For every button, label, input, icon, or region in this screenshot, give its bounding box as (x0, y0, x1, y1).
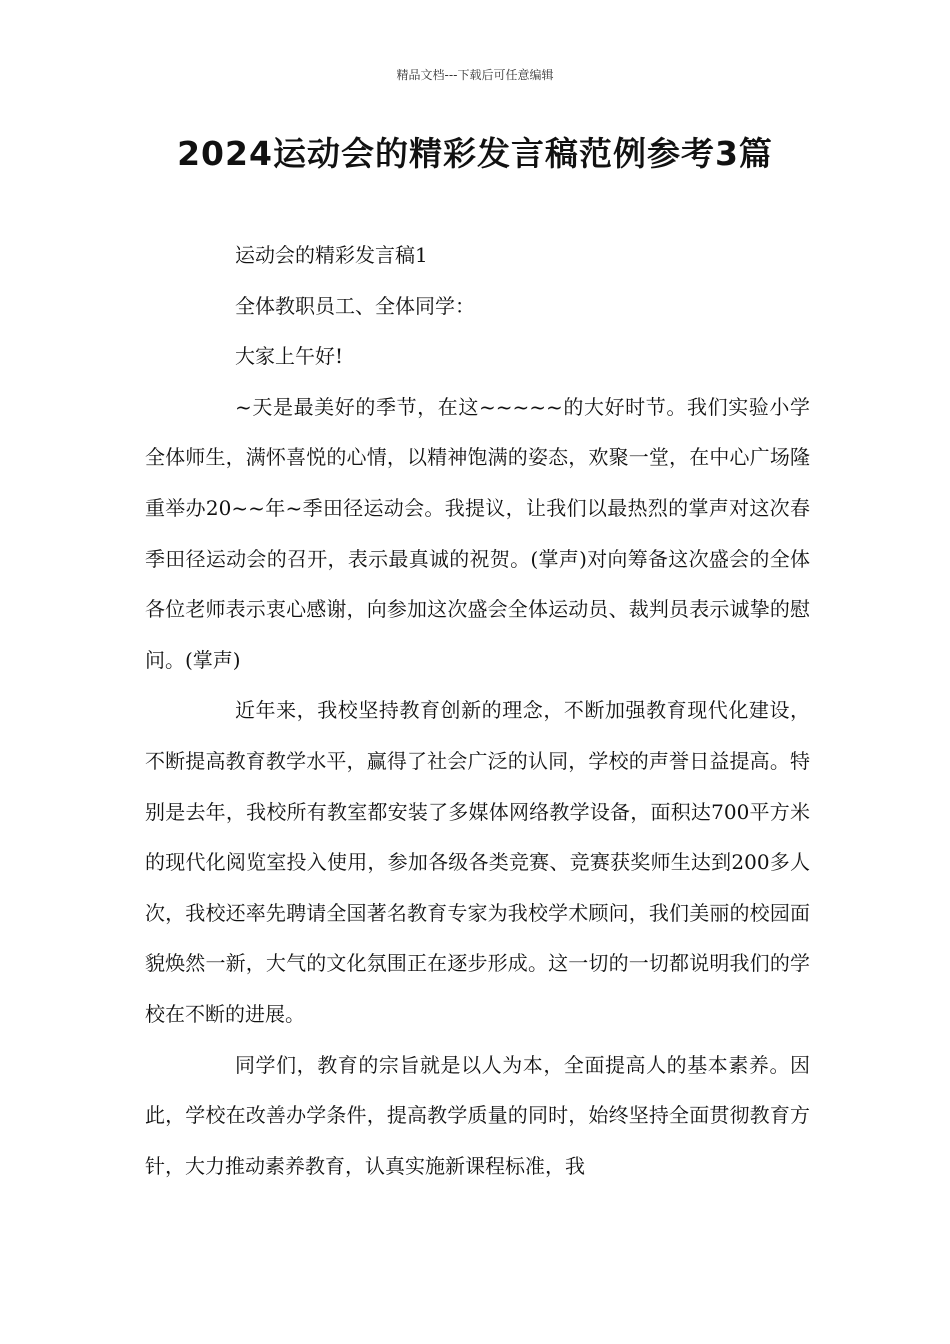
greeting: 大家上午好! (235, 344, 344, 369)
document-body (145, 230, 810, 1191)
running-header: 精品文档---下载后可任意编辑 (396, 68, 554, 82)
section-heading: 运动会的精彩发言稿1 (235, 243, 428, 267)
body-paragraph: ~天是最美好的季节，在这~~~~~的大好时节。我们实验小学全体师生，满怀喜悦的心情，以精神饱满的姿态，欢聚一堂，在中心广场隆重举办20~~年~季田径运动会。我提议，让我们以最热烈的掌声对这次春季田径运动会的召开，表示最真诚的祝贺。(掌声)对向筹备这次盛会的全体各位老师表示衷心感谢，向参加这次盛会全体运动员、裁判员表示诚挚的慰问。(掌声) (145, 394, 810, 672)
document-title: 2024运动会的精彩发言稿范例参考3篇 (177, 134, 773, 173)
salutation: 全体教职员工、全体同学： (235, 293, 475, 318)
body-paragraph: 同学们，教育的宗旨就是以人为本，全面提高人的基本素养。因此，学校在改善办学条件，提高教学质量的同时，始终坚持全面贯彻教育方针，大力推动素养教育，认真实施新课程标准，我 (145, 1052, 810, 1178)
body-paragraph: 近年来，我校坚持教育创新的理念，不断加强教育现代化建设，不断提高教育教学水平，赢得了社会广泛的认同，学校的声誉日益提高。特别是去年，我校所有教室都安装了多媒体网络教学设备，面积达700平方米的现代化阅览室投入使用，参加各级各类竞赛、竞赛获奖师生达到200多人次，我校还率先聘请全国著名教育专家为我校学术顾问，我们美丽的校园面貌焕然一新，大气的文化氛围正在逐步形成。这一切的一切都说明我们的学校在不断的进展。 (145, 698, 810, 1026)
